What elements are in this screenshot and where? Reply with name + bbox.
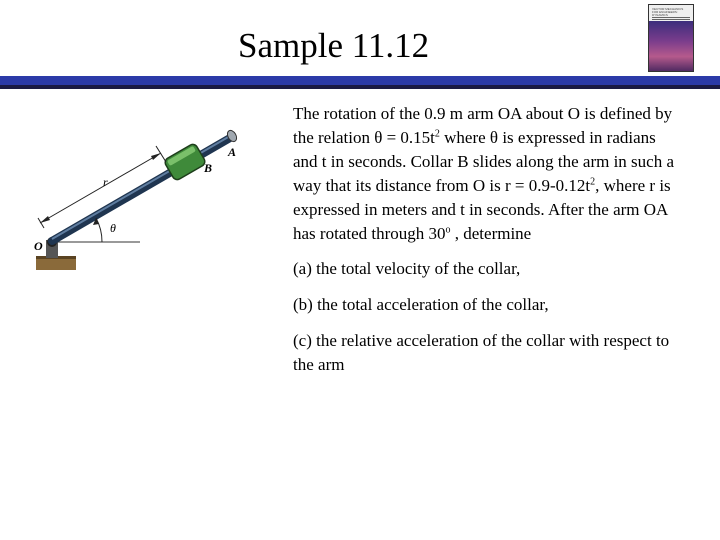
part-a: (a) the total velocity of the collar, (293, 259, 521, 278)
intro-text-1: The rotation of the 0.9 m arm OA about O is defined by the relation θ = 0.15t (293, 104, 673, 147)
cover-strip (652, 17, 690, 18)
intro-text-4: , determine (450, 224, 532, 243)
extension-line-o (38, 218, 44, 228)
book-cover-title: VECTOR MECHANICS FOR ENGINEERS: DYNAMICS (652, 8, 684, 17)
dimension-arrow-end (151, 153, 161, 160)
problem-statement (293, 102, 683, 389)
label-O: O (34, 239, 43, 253)
intro-text-2: where θ is expressed in radians and t in seconds. Collar B slides along the arm in such a way that its distance from O is r = 0.9-0.12t (293, 128, 675, 195)
arm-OA (52, 138, 230, 241)
label-B: B (204, 161, 213, 175)
extension-line-b (156, 146, 166, 162)
label-A: A (228, 145, 237, 159)
part-c: (c) the relative acceleration of the collar with respect to the arm (293, 331, 670, 374)
cover-strip (652, 19, 690, 20)
arm-collar-diagram (30, 120, 280, 280)
exponent-1: 2 (434, 128, 440, 140)
part-b: (b) the total acceleration of the collar, (293, 295, 549, 314)
problem-intro (293, 102, 683, 246)
label-theta: θ (110, 221, 116, 235)
dimension-arrow-start (40, 216, 50, 223)
underline-blue (0, 76, 720, 85)
degree-symbol: o (445, 224, 451, 236)
underline-dark (0, 85, 720, 89)
label-r: r (103, 175, 108, 189)
intro-text-3: , where r is expressed in meters and t in seconds. After the arm OA has rotated through 30 (293, 176, 671, 243)
title-underline (0, 74, 720, 90)
arm-highlight (52, 136, 230, 239)
slide-title: Sample 11.12 (238, 26, 430, 65)
exponent-2: 2 (590, 176, 596, 188)
ground-block (36, 258, 76, 270)
book-cover-image (648, 4, 694, 72)
